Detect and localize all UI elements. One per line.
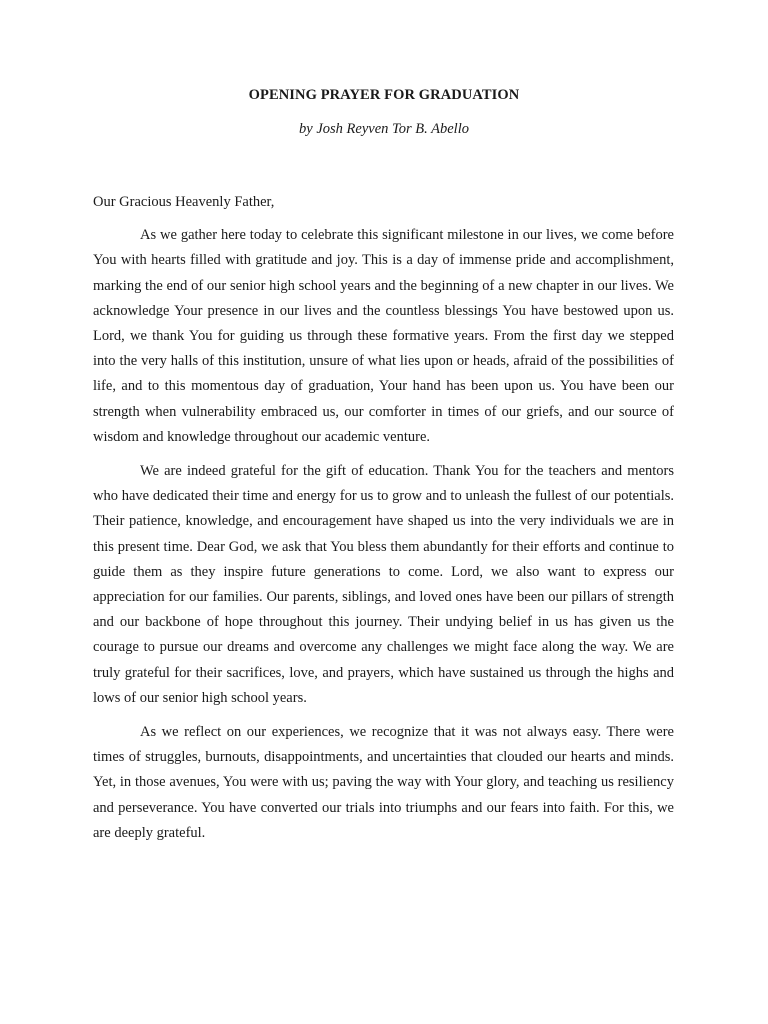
paragraph-1: As we gather here today to celebrate this significant milestone in our lives, we come before You with hearts filled with gratitude and joy. This is a day of immense pride and accomplishment, marking the end of our senior high school years and the beginning of a new chapter in our lives. We acknowledge Your presence in our lives and the countless blessings You have bestowed upon us. Lord, we thank You for guiding us through these formative years. From the first day we stepped into the very halls of this institution, unsure of what lies upon or heads, afraid of the possibilities of life, and to this momentous day of graduation, Your hand has been upon us. You have been our strength when vulnerability embraced us, our comforter in times of our griefs, and our source of wisdom and knowledge throughout our academic venture. — [93, 227, 674, 445]
paragraph-2: We are indeed grateful for the gift of education. Thank You for the teachers and mentors who have dedicated their time and energy for us to grow and to unleash the fullest of our potentials. Their patience, knowledge, and encouragement have shaped us into the very individuals we are in this present time. Dear God, we ask that You bless them abundantly for their efforts and continue to guide them as they inspire future generations to come. Lord, we also want to express our appreciation for our families. Our parents, siblings, and loved ones have been our pillars of strength and our backbone of hope throughout this journey. Their undying belief in us has given us the courage to pursue our dreams and overcome any challenges we might face along the way. We are truly grateful for their sacrifices, love, and prayers, which have sustained us through the highs and lows of our senior high school years. — [93, 463, 674, 706]
document-body — [93, 190, 674, 855]
salutation: Our Gracious Heavenly Father, — [93, 194, 275, 210]
paragraph-3: As we reflect on our experiences, we recognize that it was not always easy. There were times of struggles, burnouts, disappointments, and uncertainties that clouded our hearts and minds. Yet, in those avenues, You were with us; paving the way with Your glory, and teaching us resiliency and perseverance. You have converted our trials into triumphs and our fears into faith. For this, we are deeply grateful. — [93, 724, 674, 841]
author-byline: by Josh Reyven Tor B. Abello — [299, 121, 469, 137]
document-title: OPENING PRAYER FOR GRADUATION — [248, 87, 520, 103]
